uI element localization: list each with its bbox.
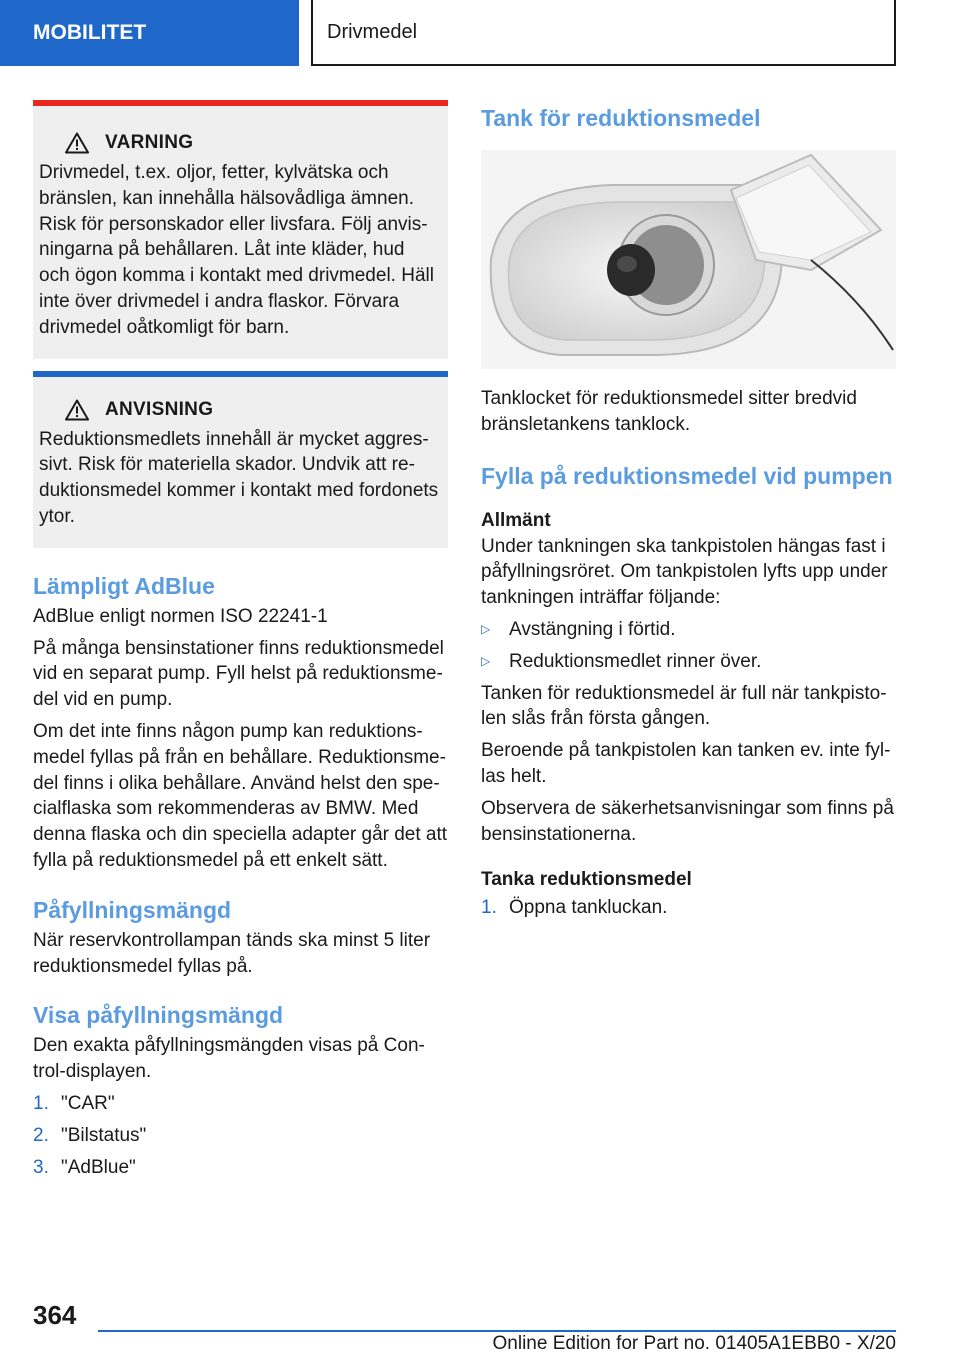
warning-triangle-icon <box>65 399 89 421</box>
paragraph: Under tankningen ska tankpistolen hängas fast i påfyllningsröret. Om tankpistolen lyfts upp under tankningen inträffar följande: <box>481 535 888 609</box>
notice-title: ANVISNING <box>105 398 214 420</box>
warning-text: Drivmedel, t.ex. oljor, fetter, kylvätska och bränslen, kan innehålla hälsovådliga ämnen. Risk för personskador eller livsfara. Följ anvisningarna på behållaren. Låt inte kläder, hud och ögon komma i kontakt med drivmedel. Häll inte över drivmedel i andra flaskor. Förvara drivmedel oåtkomligt för barn. <box>39 162 434 338</box>
fuel-cap-photo <box>481 150 896 369</box>
paragraph: Tanken för reduktionsmedel är full när tankpistolen slås från första gången. <box>481 682 887 730</box>
edition-note: Online Edition for Part no. 01405A1EBB0 - X/20 <box>492 1333 896 1354</box>
paragraph: AdBlue enligt normen ISO 22241‑1 <box>33 605 328 627</box>
chapter-title: Drivmedel <box>311 0 896 66</box>
subheading-refuel: Tanka reduktionsmedel <box>481 869 692 891</box>
bullet-triangle-icon: ▷ <box>481 621 491 636</box>
heading-fill-amount: Påfyllningsmängd <box>33 896 232 923</box>
notice-box <box>33 371 448 548</box>
heading-show-fill-amount: Visa påfyllningsmängd <box>33 1002 284 1029</box>
paragraph: När reservkontrollampan tänds ska minst 5 liter reduktionsmedel fyllas på. <box>33 929 431 977</box>
heading-suitable-adblue: Lämpligt AdBlue <box>33 572 215 599</box>
subheading-general: Allmänt <box>481 509 551 531</box>
paragraph: Beroende på tankpistolen kan tanken ev. inte fyllas helt. <box>481 740 891 787</box>
refuel-steps-list <box>481 895 896 921</box>
heading-tank: Tank för reduktionsmedel <box>481 105 761 131</box>
paragraph: Observera de säkerhetsanvisningar som finns på bensinstationerna. <box>481 797 894 845</box>
paragraph: På många bensinstationer finns reduktionsmedel vid en separat pump. Fyll helst på reduktionsmedel vid en pump. <box>33 637 444 711</box>
paragraph: Om det inte finns någon pump kan reduktionsmedel fyllas på från en behållare. Reduktionsmedel finns i olika behållare. Använd helst den specialflaska som rekommenderas av BMW. Med denna flaska och din speciella adapter går det att fylla på reduktionsmedel på ett enkelt sätt. <box>33 720 448 871</box>
warning-box <box>33 100 448 359</box>
list-item: ▷ Reduktionsmedlet rinner över. <box>481 649 896 675</box>
bullet-triangle-icon: ▷ <box>481 653 491 668</box>
heading-fill-at-pump: Fylla på reduktionsmedel vid pumpen <box>481 462 893 489</box>
list-item: 2. "Bilstatus" <box>33 1124 147 1146</box>
paragraph: Den exakta påfyllningsmängden visas på Control-displayen. <box>33 1035 425 1083</box>
list-item: 1. "CAR" <box>33 1092 115 1114</box>
paragraph: Tanklocket för reduktionsmedel sitter bredvid bränsletankens tanklock. <box>481 388 857 435</box>
consequence-list <box>481 617 896 675</box>
list-item: 3. "AdBlue" <box>33 1156 136 1178</box>
page-number: 364 <box>33 1300 77 1330</box>
right-column <box>481 100 896 921</box>
section-title: MOBILITET <box>0 0 299 66</box>
footer-divider <box>98 1330 896 1332</box>
warning-triangle-icon <box>65 132 89 154</box>
menu-steps-list <box>33 1091 448 1180</box>
notice-text: Reduktionsmedlets innehåll är mycket aggressivt. Risk för materiella skador. Undvik att reduktionsmedel kommer i kontakt med fordonets ytor. <box>39 428 439 527</box>
list-item: ▷ Avstängning i förtid. <box>481 617 896 643</box>
list-item: 1. Öppna tankluckan. <box>481 897 668 919</box>
left-column <box>33 100 448 1180</box>
warning-title: VARNING <box>105 132 194 153</box>
